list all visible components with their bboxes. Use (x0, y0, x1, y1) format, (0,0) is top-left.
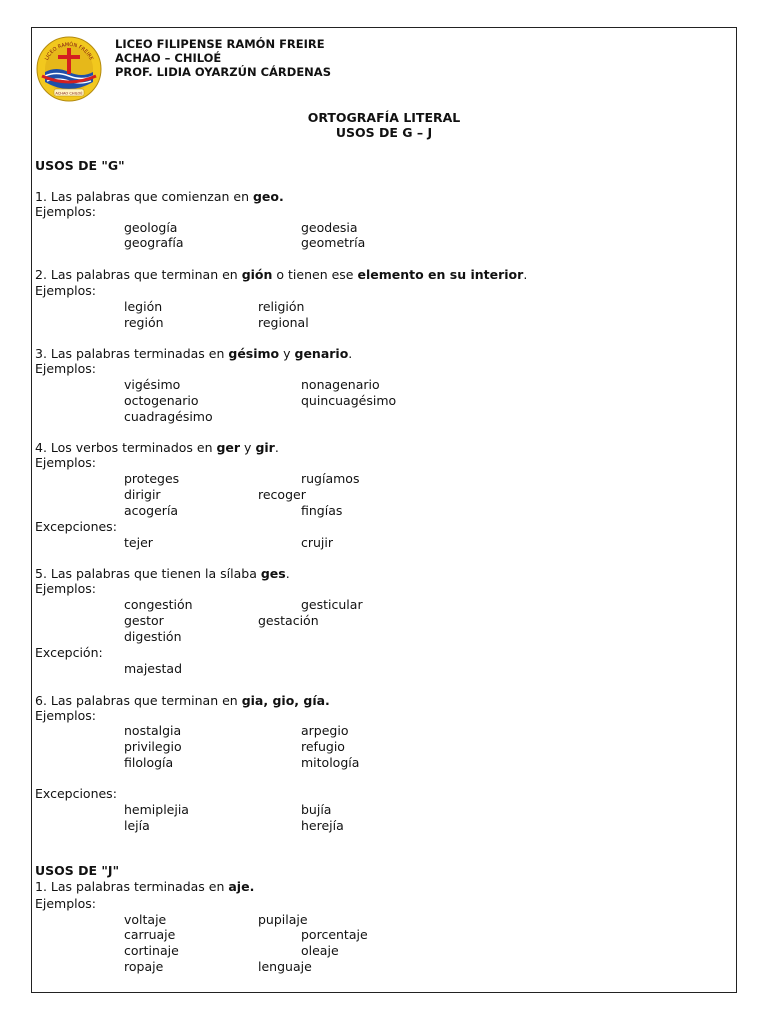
example-word: nostalgia (124, 723, 182, 738)
example-word: pupilaje (258, 912, 308, 927)
examples-label: Ejemplos: (35, 896, 97, 911)
exception-word: hemiplejia (124, 802, 189, 817)
example-word: arpegio (301, 723, 349, 738)
exception-word: lejía (124, 818, 150, 833)
example-word: dirigir (124, 487, 161, 502)
teacher-name: PROF. LIDIA OYARZÚN CÁRDENAS (115, 65, 331, 79)
doc-title-line1: ORTOGRAFÍA LITERAL (307, 110, 461, 125)
example-word: geología (124, 220, 178, 235)
exception-word: bujía (301, 802, 332, 817)
school-name: LICEO FILIPENSE RAMÓN FREIRE (115, 37, 325, 51)
example-word: geometría (301, 235, 366, 250)
doc-title-line2: USOS DE G – J (335, 125, 433, 140)
example-word: carruaje (124, 927, 176, 942)
exception-word: tejer (124, 535, 153, 550)
example-word: proteges (124, 471, 180, 486)
example-word: gestor (124, 613, 164, 628)
example-word: octogenario (124, 393, 199, 408)
example-word: digestión (124, 629, 182, 644)
example-word: geografía (124, 235, 184, 250)
school-location: ACHAO – CHILOÉ (115, 51, 222, 65)
example-word: filología (124, 755, 174, 770)
example-word: refugio (301, 739, 345, 754)
examples-label: Ejemplos: (35, 455, 97, 470)
exceptions-label: Excepciones: (35, 786, 117, 801)
logo-banner-text: ACHAO CHILOÉ (55, 91, 83, 96)
example-word: voltaje (124, 912, 167, 927)
example-word: religión (258, 299, 305, 314)
example-word: recoger (258, 487, 306, 502)
example-word: fingías (301, 503, 343, 518)
example-word: quincuagésimo (301, 393, 397, 408)
examples-label: Ejemplos: (35, 283, 97, 298)
example-word: región (124, 315, 164, 330)
exceptions-label: Excepciones: (35, 519, 117, 534)
exceptions-label: Excepción: (35, 645, 103, 660)
example-word: gestación (258, 613, 319, 628)
section-heading-j: USOS DE "J" (35, 863, 120, 878)
rule-4-text: 4. Los verbos terminados en ger y gir. (35, 440, 279, 455)
example-word: lenguaje (258, 959, 312, 974)
exception-word: crujir (301, 535, 334, 550)
example-word: cortinaje (124, 943, 179, 958)
rule-6-text: 6. Las palabras que terminan en gia, gio, gía. (35, 693, 330, 708)
example-word: regional (258, 315, 309, 330)
example-word: rugíamos (301, 471, 360, 486)
examples-label: Ejemplos: (35, 361, 97, 376)
section-heading-g: USOS DE "G" (35, 158, 125, 173)
example-word: vigésimo (124, 377, 181, 392)
example-word: geodesia (301, 220, 358, 235)
exception-word: majestad (124, 661, 183, 676)
examples-label: Ejemplos: (35, 708, 97, 723)
example-word: ropaje (124, 959, 164, 974)
example-word: mitología (301, 755, 360, 770)
school-logo-icon (36, 36, 102, 102)
example-word: legión (124, 299, 163, 314)
example-word: congestión (124, 597, 193, 612)
logo-arc-text: LICEO RAMÓN FREIRE (43, 41, 95, 62)
rule-2-text: 2. Las palabras que terminan en gión o tienen ese elemento en su interior. (35, 267, 528, 282)
rule-3-text: 3. Las palabras terminadas en gésimo y genario. (35, 346, 353, 361)
rule-1-text: 1. Las palabras que comienzan en geo. (35, 189, 284, 204)
example-word: nonagenario (301, 377, 380, 392)
example-word: oleaje (301, 943, 339, 958)
example-word: privilegio (124, 739, 182, 754)
rule-j1-text: 1. Las palabras terminadas en aje. (35, 879, 255, 894)
examples-label: Ejemplos: (35, 204, 97, 219)
example-word: acogería (124, 503, 179, 518)
example-word: cuadragésimo (124, 409, 213, 424)
examples-label: Ejemplos: (35, 581, 97, 596)
example-word: gesticular (301, 597, 363, 612)
example-word: porcentaje (301, 927, 368, 942)
exception-word: herejía (301, 818, 344, 833)
rule-5-text: 5. Las palabras que tienen la sílaba ges. (35, 566, 290, 581)
